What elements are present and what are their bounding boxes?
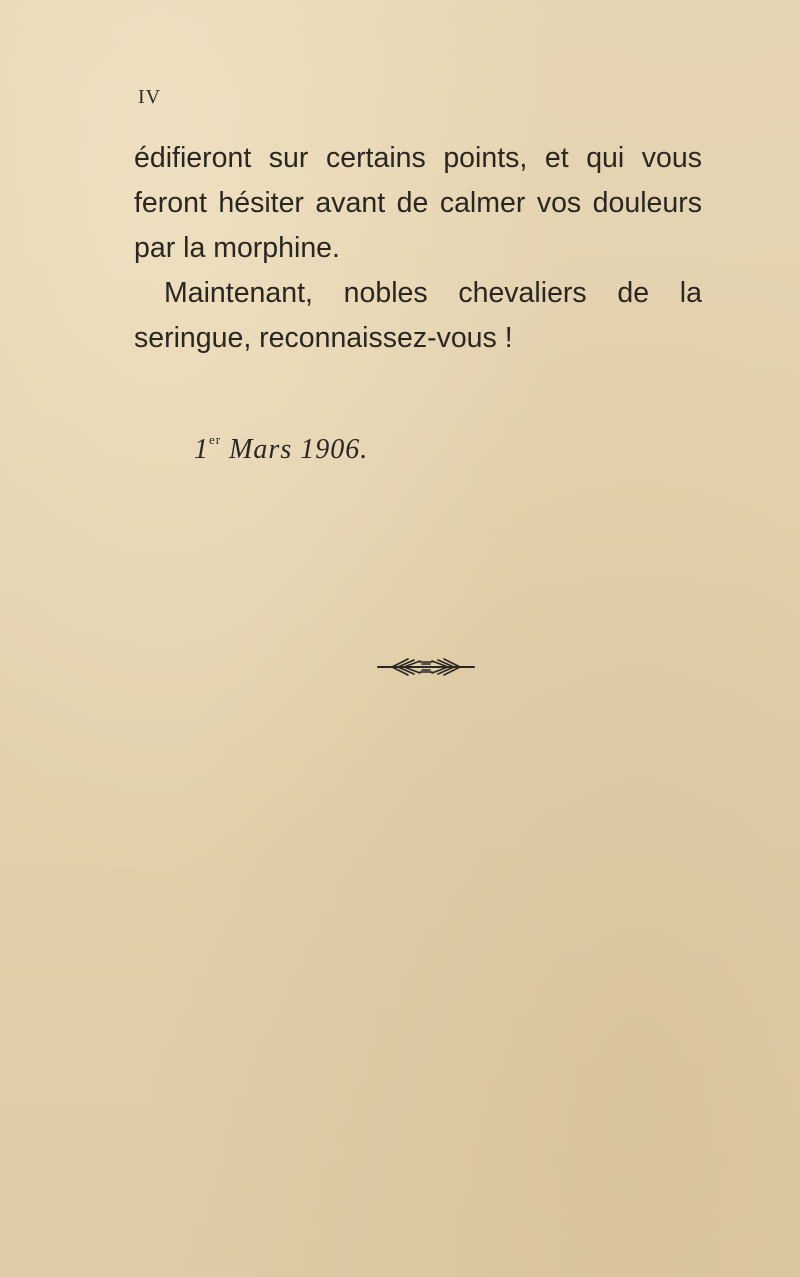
- date-day: 1: [194, 434, 209, 465]
- text-line-5: seringue, reconnaissez-vous !: [134, 322, 513, 354]
- date-month-year: Mars 1906.: [229, 434, 369, 465]
- page-number: IV: [138, 86, 162, 108]
- body-text: [134, 136, 702, 361]
- text-line-2: feront hésiter avant de calmer vos douleurs: [134, 187, 702, 219]
- text-line-3: par la morphine.: [134, 232, 340, 264]
- date-signature: [194, 432, 368, 466]
- text-line-4: Maintenant, nobles chevaliers de la: [164, 277, 702, 309]
- date-day-suffix: er: [209, 432, 222, 447]
- text-line-1: édifieront sur certains points, et qui vous: [134, 142, 702, 174]
- fleuron-ornament-icon: [374, 654, 478, 680]
